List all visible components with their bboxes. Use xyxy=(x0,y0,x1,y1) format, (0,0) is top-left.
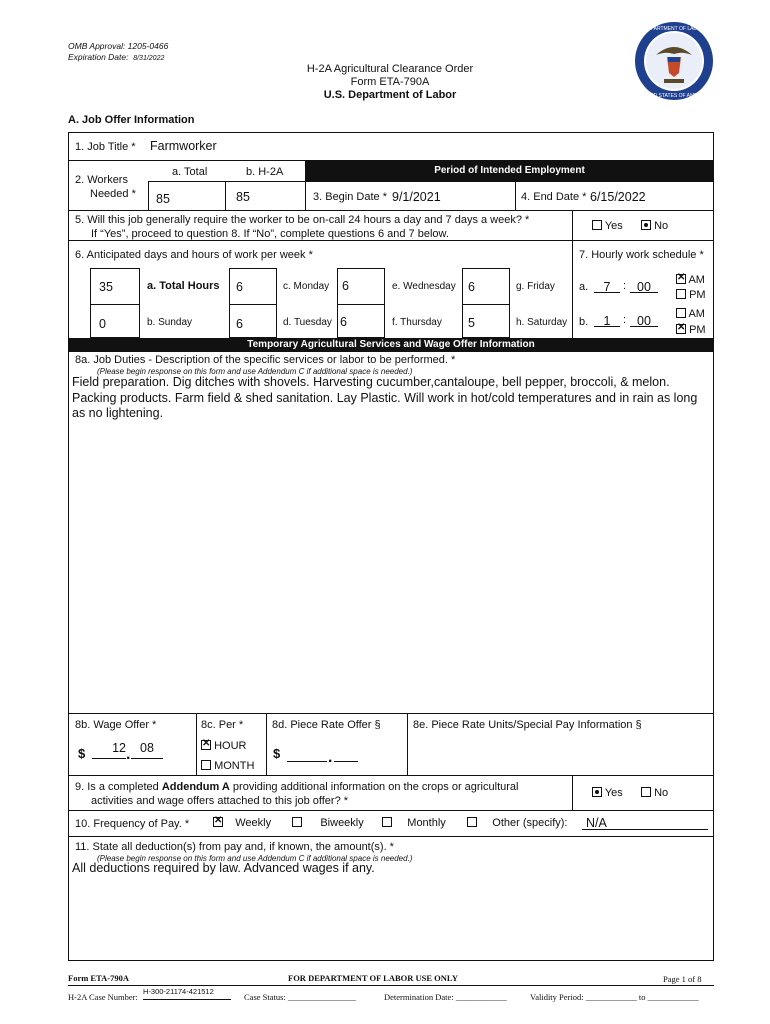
footer-form: Form ETA-790A xyxy=(68,973,129,983)
end-date-value[interactable]: 6/15/2022 xyxy=(590,190,646,204)
checkbox-icon[interactable] xyxy=(292,817,302,827)
job-title-label: 1. Job Title * xyxy=(75,141,136,153)
footer-case-number[interactable]: H-300-21174-421512 xyxy=(143,987,231,1000)
q9-no-option[interactable]: No xyxy=(641,787,668,799)
checkbox-checked-icon[interactable] xyxy=(676,324,686,334)
temp-services-header: Temporary Agricultural Services and Wage Offer Information xyxy=(68,338,714,352)
wednesday-label: e. Wednesday xyxy=(392,281,456,292)
footer-validity: Validity Period: ____________ to ____________ xyxy=(530,992,699,1002)
total-workers-field[interactable]: 85 xyxy=(148,181,226,211)
schedule-a-min[interactable]: 00 xyxy=(630,278,658,293)
checkbox-checked-icon[interactable] xyxy=(201,740,211,750)
schedule-b: b. xyxy=(579,316,589,328)
monday-field[interactable]: 6 xyxy=(337,268,385,305)
colon: : xyxy=(623,314,627,326)
piece-cents[interactable] xyxy=(334,745,358,762)
checkbox-icon[interactable] xyxy=(382,817,392,827)
footer-page: Page 1 of 8 xyxy=(663,974,702,984)
expiration-label: Expiration Date: 8/31/2022 xyxy=(68,52,165,62)
tuesday-field[interactable]: 6 xyxy=(337,304,385,338)
wage-dollar: $ xyxy=(78,746,86,761)
omb-approval: OMB Approval: 1205-0466 xyxy=(68,41,169,51)
svg-text:UNITED STATES OF AMERICA: UNITED STATES OF AMERICA xyxy=(638,93,710,99)
workers-needed-label: 2. Workers Needed * xyxy=(75,174,136,200)
wage-dot: . xyxy=(126,746,131,763)
total-workers-label: a. Total xyxy=(172,166,208,178)
sunday-label: b. Sunday xyxy=(147,317,193,328)
checkbox-icon[interactable] xyxy=(676,289,686,299)
schedule-a: a. xyxy=(579,281,589,293)
schedule-a-hour[interactable]: 7 xyxy=(594,278,620,293)
pay-frequency-label: 10. Frequency of Pay. * xyxy=(75,818,190,830)
job-duties-text[interactable]: Field preparation. Dig ditches with shovels. Harvesting cucumber,cantaloupe, bell pepper, broccoli, & melon. Packing products. Farm field & shed sanitation. Lay Plastic. Will work in hot/cold temperatures and in rain as long as no lightening. xyxy=(72,375,698,420)
wednesday-field[interactable]: 6 xyxy=(462,268,510,305)
q5-no-option[interactable]: No xyxy=(641,220,668,232)
deductions-note: (Please begin response on this form and use Addendum C if additional space is needed.) xyxy=(97,854,413,863)
svg-text:DEPARTMENT OF LABOR: DEPARTMENT OF LABOR xyxy=(643,26,705,32)
dol-seal xyxy=(634,21,714,101)
footer-case-label: H-2A Case Number: xyxy=(68,992,138,1002)
piece-dot: . xyxy=(328,749,333,766)
checkbox-icon[interactable] xyxy=(641,787,651,797)
piece-units-label: 8e. Piece Rate Units/Special Pay Information § xyxy=(413,719,642,731)
hours-b-field[interactable]: 6 xyxy=(229,304,277,338)
hours-a-field[interactable]: 6 xyxy=(229,268,277,305)
q9-yes-option[interactable]: Yes xyxy=(592,787,623,799)
sunday-field[interactable]: 0 xyxy=(90,304,140,338)
wage-cents[interactable]: 08 xyxy=(131,739,163,759)
colon: : xyxy=(623,280,627,292)
checkbox-filled-icon[interactable] xyxy=(641,220,651,230)
pay-other-field[interactable]: N/A xyxy=(582,814,708,830)
piece-rate-label: 8d. Piece Rate Offer § xyxy=(272,719,381,731)
monday-label: c. Monday xyxy=(283,281,330,292)
section-a-title: A. Job Offer Information xyxy=(68,114,195,126)
per-label: 8c. Per * xyxy=(201,719,244,731)
footer-determination: Determination Date: ____________ xyxy=(384,992,507,1002)
deductions-label: 11. State all deduction(s) from pay and, if known, the amount(s). * xyxy=(75,841,394,853)
checkbox-icon[interactable] xyxy=(676,308,686,318)
checkbox-icon[interactable] xyxy=(467,817,477,827)
period-header: Period of Intended Employment xyxy=(305,160,714,182)
checkbox-icon[interactable] xyxy=(201,760,211,770)
q9-text: 9. Is a completed Addendum A providing additional information on the crops or agricultural activities and wage offers attached to this job offer? * xyxy=(75,781,519,807)
begin-date-label: 3. Begin Date * xyxy=(313,191,387,203)
pay-other-option[interactable]: Other (specify): xyxy=(467,817,567,829)
schedule-a-pm[interactable]: PM xyxy=(676,289,706,301)
wage-offer-label: 8b. Wage Offer * xyxy=(75,719,157,731)
per-hour-option[interactable]: ✕ HOUR xyxy=(201,740,246,752)
q7-label: 7. Hourly work schedule * xyxy=(579,249,704,261)
q8a-label: 8a. Job Duties - Description of the specific services or labor to be performed. * xyxy=(75,354,456,366)
q8a-note: (Please begin response on this form and use Addendum C if additional space is needed.) xyxy=(97,367,413,376)
schedule-b-pm[interactable]: ✕ PM xyxy=(676,324,706,336)
pay-weekly-option[interactable]: ✕ Weekly xyxy=(213,817,271,829)
saturday-label: h. Saturday xyxy=(516,317,568,328)
schedule-b-am[interactable]: AM xyxy=(676,308,705,320)
total-hours-label: a. Total Hours xyxy=(147,280,220,292)
tuesday-label: d. Tuesday xyxy=(283,317,332,328)
schedule-b-min[interactable]: 00 xyxy=(630,312,658,327)
thursday-label: f. Thursday xyxy=(392,317,442,328)
checkbox-filled-icon[interactable] xyxy=(592,787,602,797)
thursday-field[interactable]: 5 xyxy=(462,304,510,338)
job-title-value[interactable]: Farmworker xyxy=(150,139,217,153)
h2a-workers-field[interactable]: 85 xyxy=(225,181,306,211)
footer-case-status: Case Status: ________________ xyxy=(244,992,356,1002)
per-month-option[interactable]: MONTH xyxy=(201,760,254,772)
pay-biweekly-option[interactable]: Biweekly xyxy=(292,817,364,829)
schedule-b-hour[interactable]: 1 xyxy=(594,312,620,327)
deductions-text[interactable]: All deductions required by law. Advanced wages if any. xyxy=(72,861,375,875)
begin-date-value[interactable]: 9/1/2021 xyxy=(392,190,441,204)
total-hours-field[interactable]: 35 xyxy=(90,268,140,305)
form-title: H-2A Agricultural Clearance Order Form ETA-790A U.S. Department of Labor xyxy=(306,63,474,101)
checkbox-checked-icon[interactable] xyxy=(676,274,686,284)
q6-label: 6. Anticipated days and hours of work per week * xyxy=(75,249,313,261)
piece-dollar: $ xyxy=(273,746,281,761)
footer-dol-only: FOR DEPARTMENT OF LABOR USE ONLY xyxy=(288,973,458,983)
end-date-label: 4. End Date * xyxy=(521,191,587,203)
friday-label: g. Friday xyxy=(516,281,555,292)
q5-text: 5. Will this job generally require the worker to be on-call 24 hours a day and 7 days a week? * If “Yes”, proceed to question 8. If “No”, complete questions 6 and 7 below. xyxy=(75,214,530,240)
checkbox-icon[interactable] xyxy=(592,220,602,230)
checkbox-checked-icon[interactable] xyxy=(213,817,223,827)
wage-dollars[interactable]: 12 xyxy=(92,739,126,759)
schedule-a-am[interactable]: ✕ AM xyxy=(676,274,705,286)
h2a-workers-label: b. H-2A xyxy=(246,166,284,178)
q5-yes-option[interactable]: Yes xyxy=(592,220,623,232)
piece-dollars[interactable] xyxy=(287,745,327,762)
pay-monthly-option[interactable]: Monthly xyxy=(382,817,446,829)
